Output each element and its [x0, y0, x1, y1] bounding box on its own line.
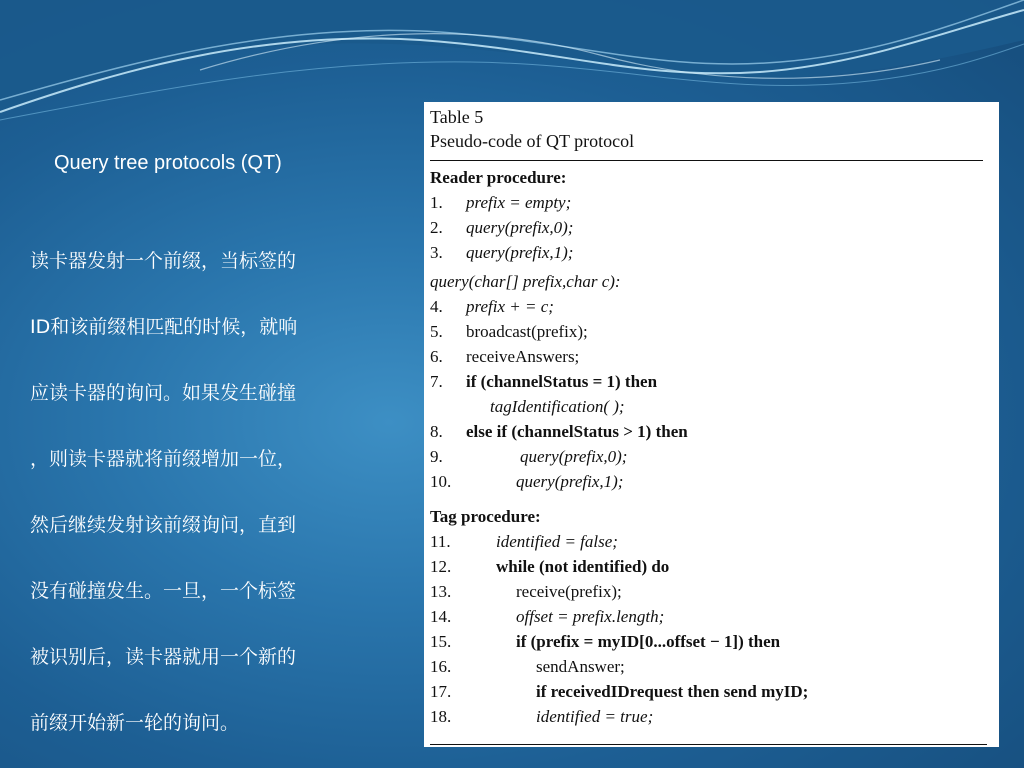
table-top-rule — [430, 160, 983, 161]
code-line: 16. sendAnswer; — [430, 657, 625, 676]
code-line: 14. offset = prefix.length; — [430, 607, 665, 626]
code-line: 8. else if (channelStatus > 1) then — [430, 422, 688, 441]
code-line: 7. if (channelStatus = 1) then — [430, 372, 658, 391]
body-line: 没有碰撞发生。一旦，一个标签 — [30, 580, 297, 602]
body-line: ID和该前缀相匹配的时候，就响 — [30, 316, 298, 338]
code-line: tagIdentification( ); — [490, 397, 625, 416]
body-line: ，则读卡器就将前缀增加一位， — [30, 448, 297, 470]
body-line: 应读卡器的询问。如果发生碰撞 — [30, 382, 297, 404]
body-line: 被识别后，读卡器就用一个新的 — [30, 646, 297, 668]
code-line: 15. if (prefix = myID[0...offset − 1]) then — [430, 632, 781, 651]
body-line: 然后继续发射该前缀询问，直到 — [30, 514, 297, 536]
code-line: 9. query(prefix,0); — [430, 447, 628, 466]
table-bottom-rule — [430, 744, 987, 745]
code-line: 2. query(prefix,0); — [430, 218, 574, 237]
pseudocode-table-image — [424, 102, 999, 747]
reader-procedure-heading: Reader procedure: — [430, 168, 567, 187]
code-line: 18. identified = true; — [430, 707, 654, 726]
code-line: 1. prefix = empty; — [430, 193, 572, 212]
code-line: 5. broadcast(prefix); — [430, 322, 588, 341]
table-caption: Pseudo-code of QT protocol — [430, 131, 635, 151]
slide-heading: Query tree protocols (QT) — [54, 152, 282, 174]
code-line: 17. if receivedIDrequest then send myID; — [430, 682, 809, 701]
table-label: Table 5 — [430, 107, 484, 127]
query-signature: query(char[] prefix,char c): — [430, 272, 621, 291]
slide-body-text — [30, 212, 392, 768]
code-line: 12. while (not identified) do — [430, 557, 670, 576]
code-line: 13. receive(prefix); — [430, 582, 622, 601]
code-line: 3. query(prefix,1); — [430, 243, 574, 262]
code-line: 4. prefix + = c; — [430, 297, 554, 316]
code-line: 10. query(prefix,1); — [430, 472, 624, 491]
code-line: 11. identified = false; — [430, 532, 618, 551]
body-line: 读卡器发射一个前缀，当标签的 — [30, 250, 297, 272]
body-line: 前缀开始新一轮的询问。 — [30, 712, 240, 734]
code-line: 6. receiveAnswers; — [430, 347, 580, 366]
tag-procedure-heading: Tag procedure: — [430, 507, 541, 526]
